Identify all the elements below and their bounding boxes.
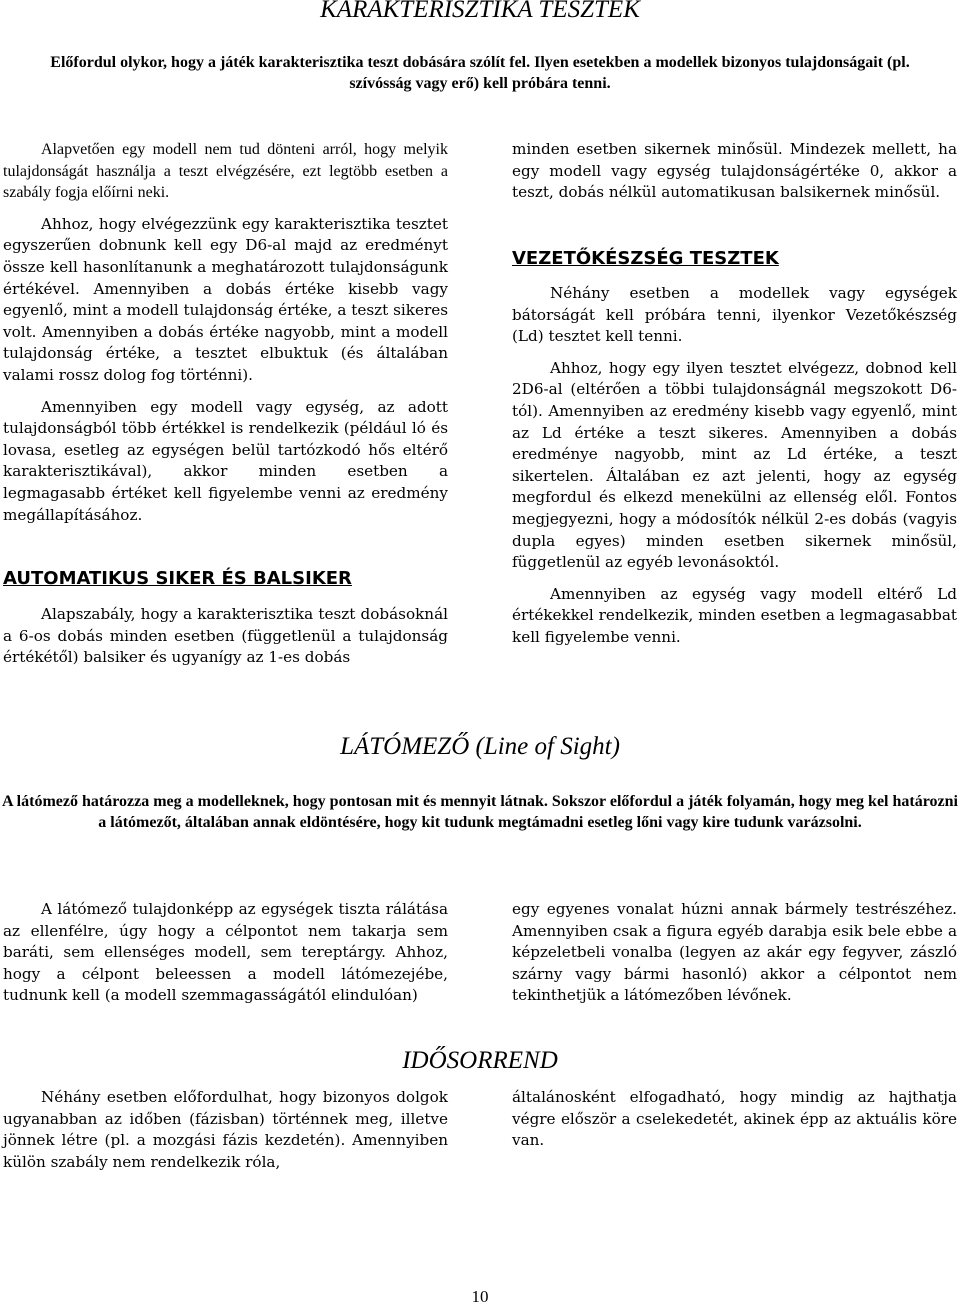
paragraph: A látómező tulajdonképp az egységek tiszta rálátása az ellenfélre, úgy hogy a célpontot nem takarja sem baráti, sem ellenséges modell, sem tereptárgy. Ahhoz, hogy a célpont beleessen a modell látómezejébe, tudnunk kell (a modell szemmagasságától elindulóan): [3, 900, 448, 1005]
section-lead-karakterisztika: Előfordul olykor, hogy a játék karakterisztika teszt dobására szólít fel. Ilyen esetekben a modellek bizonyos tulajdonságait (pl. szívósság vagy erő) kell próbára tenni.: [50, 54, 910, 92]
paragraph: Ahhoz, hogy elvégezzünk egy karakterisztika tesztet egyszerűen dobnunk kell egy D6-al majd az eredményt össze kell hasonlítanunk a meghatározott tulajdonságunk értékével. Amennyiben a dobás értéke kisebb vagy egyenlő, mint a modell tulajdonság értéke, a teszt sikeres volt. Amennyiben a dobás értéke nagyobb, mint a modell tulajdonság értéke, a tesztet elbuktuk (és általában valami rossz dolog fog történni).: [3, 214, 448, 384]
right-column-latomezo: [512, 899, 957, 1017]
section-automatikus: [3, 568, 448, 589]
paragraph: Alapszabály, hogy a karakterisztika teszt dobásoknál a 6-os dobás minden esetben (függetlenül a tulajdonság értékétől) balsiker és ugyanígy az 1-es dobás: [3, 605, 448, 667]
right-column-idosorrend: [512, 1087, 957, 1162]
paragraph-continued: egy egyenes vonalat húzni annak bármely testrészéhez. Amennyiben csak a figura egyéb darabja esik bele ebbe a képzeletbeli vonalba (legyen az akár egy fegyver, zászló szárny vagy bármi hasonló) akkor a célpontot nem tekinthetjük a látómezőben lévőnek.: [512, 900, 957, 1005]
left-column-top: [3, 139, 448, 536]
right-column-vezeto: [512, 283, 957, 659]
section-title-karakterisztika: KARAKTERISZTIKA TESZTEK: [320, 0, 640, 23]
section-vezeto: [512, 248, 957, 269]
paragraph-continued: általánosként elfogadható, hogy mindig az hajthatja végre először a cselekedetét, akinek épp az aktuális köre van.: [512, 1088, 957, 1150]
page-number: 10: [471, 1287, 489, 1306]
section-title-latomezo: LÁTÓMEZŐ (Line of Sight): [340, 733, 620, 760]
paragraph: Ahhoz, hogy egy ilyen tesztet elvégezz, dobnod kell 2D6-al (eltérően a többi tulajdonságnál megszokott D6-tól). Amennyiben az eredmény kisebb vagy egyenlő, mint az Ld értéke a teszt sikeres. Amennyiben a dobás eredménye nagyobb, mint az Ld értéke, a teszt sikertelen. Általában ez azt jelenti, hogy az egység megfordul és elkezd menekülni az ellenség elől. Fontos megjegyezni, hogy a módosítók nélkül 2-es dobás (vagyis dupla egyes) minden esetben sikernek minősül, függetlenül az egyéb levonásoktól.: [512, 358, 957, 572]
left-column-idosorrend: [3, 1087, 448, 1183]
left-column-auto: [3, 604, 448, 679]
section-heading-vezetokeszseg: VEZETŐKÉSZSÉG TESZTEK: [512, 248, 779, 269]
paragraph: Alapvetően egy modell nem tud dönteni arról, hogy melyik tulajdonságát használja a teszt elvégzésére, ezt legtöbb esetben a szabály fogja előírni neki.: [3, 141, 448, 202]
section-lead-latomezo: A látómező határozza meg a modelleknek, hogy pontosan mit és mennyit látnak. Sokszor előfordul a játék folyamán, hogy meg kel határozni a látómezőt, általában annak eldöntésére, hogy kit tudunk megtámadni esetleg lőni vagy kire tudunk varázsolni.: [2, 793, 958, 831]
paragraph: Amennyiben egy modell vagy egység, az adott tulajdonságból több értékkel is rendelkezik (például ló és lovasa, esetleg az egységen belül tartózkodó hős eltérő karakterisztikával), akkor minden esetben a legmagasabb értéket kell figyelembe venni az eredmény megállapításához.: [3, 397, 448, 524]
left-column-latomezo: [3, 899, 448, 1017]
section-title-idosorrend: IDŐSORREND: [402, 1047, 558, 1074]
paragraph: Amennyiben az egység vagy modell eltérő Ld értékekkel rendelkezik, minden esetben a legmagasabbat kell figyelembe venni.: [512, 584, 957, 646]
paragraph-continued: minden esetben sikernek minősül. Mindezek mellett, ha egy modell vagy egység tulajdonságértéke 0, akkor a teszt, dobás nélkül automatikusan balsikernek minősül.: [512, 140, 957, 202]
section-heading-automatikus: AUTOMATIKUS SIKER ÉS BALSIKER: [3, 568, 352, 589]
paragraph: Néhány esetben a modellek vagy egységek bátorságát kell próbára tenni, ilyenkor Vezetőkészség (Ld) tesztet kell tenni.: [512, 284, 957, 346]
paragraph: Néhány esetben előfordulhat, hogy bizonyos dolgok ugyanabban az időben (fázisban) történnek meg, illetve jönnek létre (pl. a mozgási fázis kezdetén). Amennyiben külön szabály nem rendelkezik róla,: [3, 1088, 448, 1171]
right-column-top: [512, 139, 957, 214]
